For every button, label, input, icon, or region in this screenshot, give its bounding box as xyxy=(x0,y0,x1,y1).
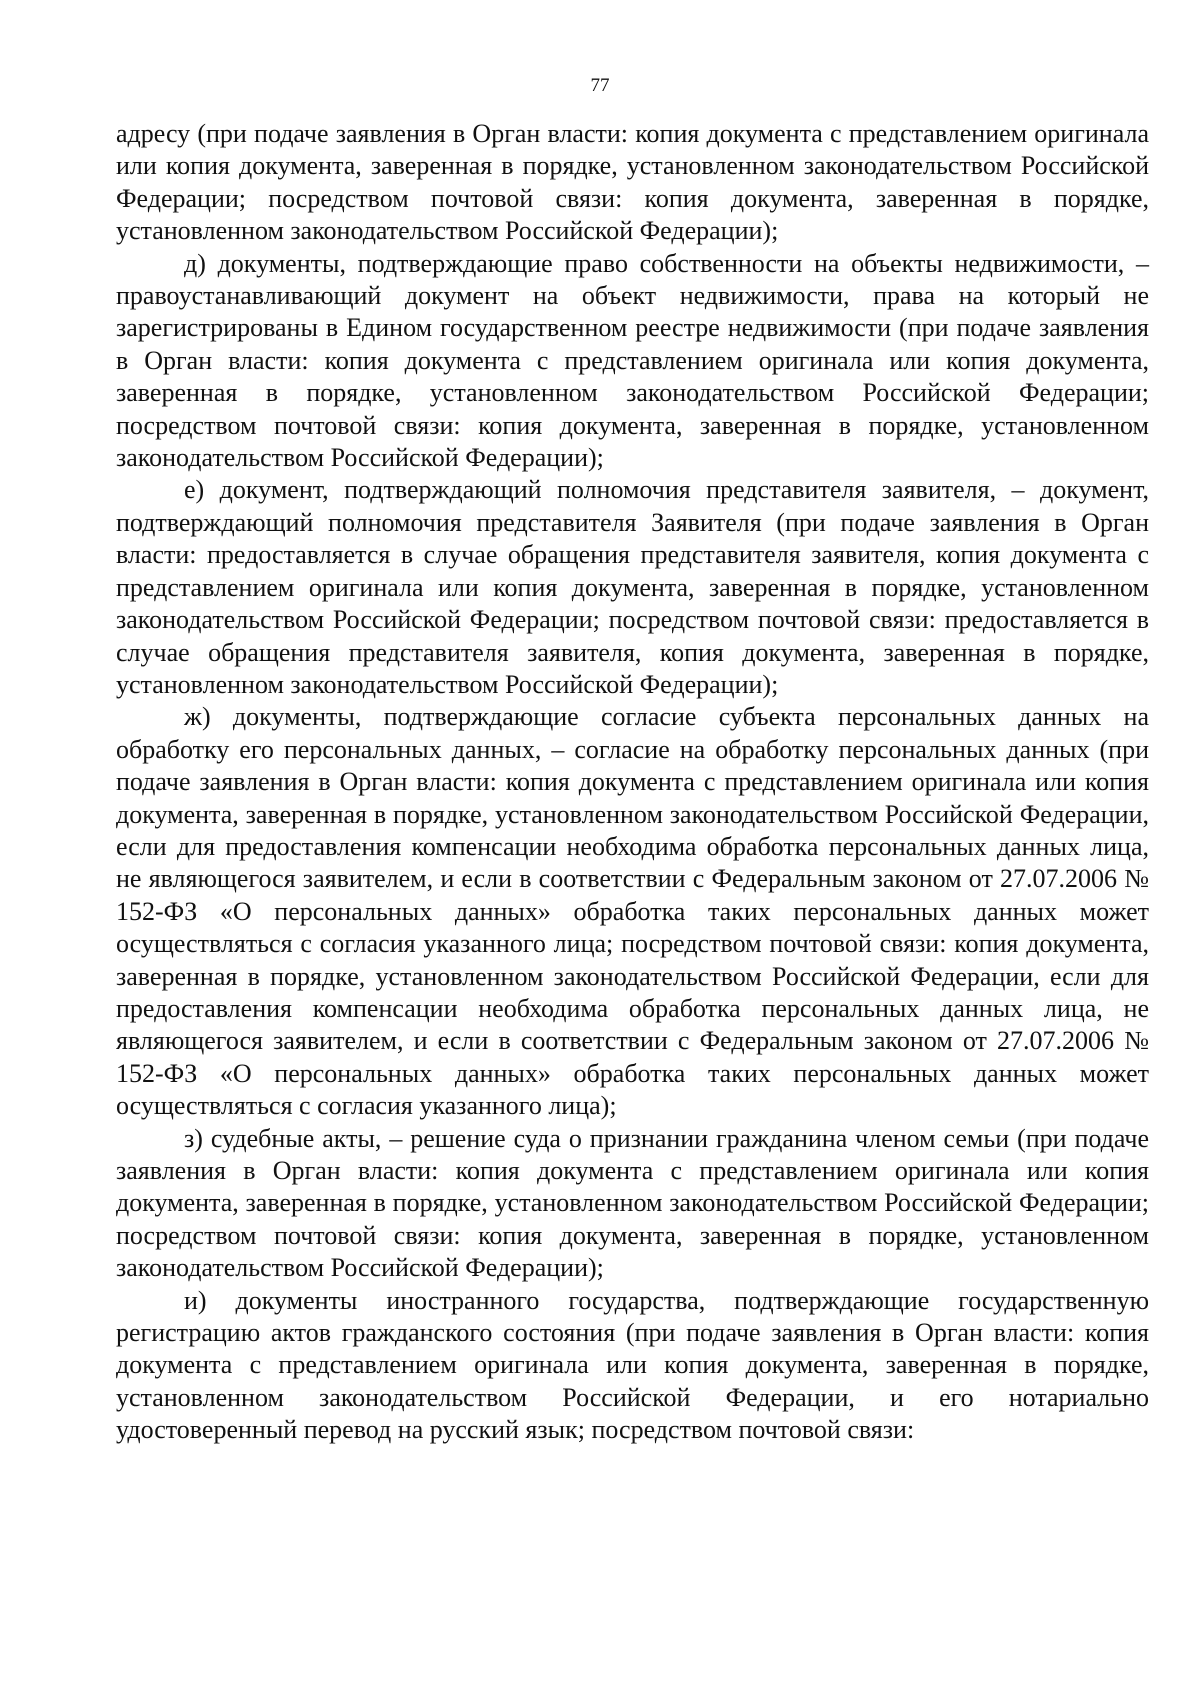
document-body xyxy=(116,118,1149,1447)
page-number: 77 xyxy=(590,75,610,96)
paragraph-item-z: з) судебные акты, – решение суда о признании гражданина членом семьи (при подаче заявления в Орган власти: копия документа с представлением оригинала или копия документа, заверенная в порядке, установленном законодательством Российской Федерации; посредством почтовой связи: копия документа, заверенная в порядке, установленном законодательством Российской Федерации); xyxy=(116,1123,1149,1283)
paragraph-item-d: д) документы, подтверждающие право собственности на объекты недвижимости, – правоустанавливающий документ на объект недвижимости, права на который не зарегистрированы в Едином государственном реестре недвижимости (при подаче заявления в Орган власти: копия документа с представлением оригинала или копия документа, заверенная в порядке, установленном законодательством Российской Федерации; посредством почтовой связи: копия документа, заверенная в порядке, установленном законодательством Российской Федерации); xyxy=(116,248,1149,473)
paragraph-item-zh: ж) документы, подтверждающие согласие субъекта персональных данных на обработку его персональных данных, – согласие на обработку персональных данных (при подаче заявления в Орган власти: копия документа с представлением оригинала или копия документа, заверенная в порядке, установленном законодательством Российской Федерации, если для предоставления компенсации необходима обработка персональных данных лица, не являющегося заявителем, и если в соответствии с Федеральным законом от 27.07.2006 № 152-ФЗ «О персональных данных» обработка таких персональных данных может осуществляться с согласия указанного лица; посредством почтовой связи: копия документа, заверенная в порядке, установленном законодательством Российской Федерации, если для предоставления компенсации необходима обработка персональных данных лица, не являющегося заявителем, и если в соответствии с Федеральным законом от 27.07.2006 № 152-ФЗ «О персональных данных» обработка таких персональных данных может осуществляться с согласия указанного лица); xyxy=(116,702,1149,1121)
paragraph-continuation: адресу (при подаче заявления в Орган власти: копия документа с представлением оригинала или копия документа, заверенная в порядке, установленном законодательством Российской Федерации; посредством почтовой связи: копия документа, заверенная в порядке, установленном законодательством Российской Федерации); xyxy=(116,119,1149,246)
paragraph-item-i: и) документы иностранного государства, подтверждающие государственную регистрацию актов гражданского состояния (при подаче заявления в Орган власти: копия документа с представлением оригинала или копия документа, заверенная в порядке, установленном законодательством Российской Федерации, и его нотариально удостоверенный перевод на русский язык; посредством почтовой связи: xyxy=(116,1285,1149,1445)
paragraph-item-e: е) документ, подтверждающий полномочия представителя заявителя, – документ, подтверждающий полномочия представителя Заявителя (при подаче заявления в Орган власти: предоставляется в случае обращения представителя заявителя, копия документа с представлением оригинала или копия документа, заверенная в порядке, установленном законодательством Российской Федерации; посредством почтовой связи: предоставляется в случае обращения представителя заявителя, копия документа, заверенная в порядке, установленном законодательством Российской Федерации); xyxy=(116,475,1149,699)
